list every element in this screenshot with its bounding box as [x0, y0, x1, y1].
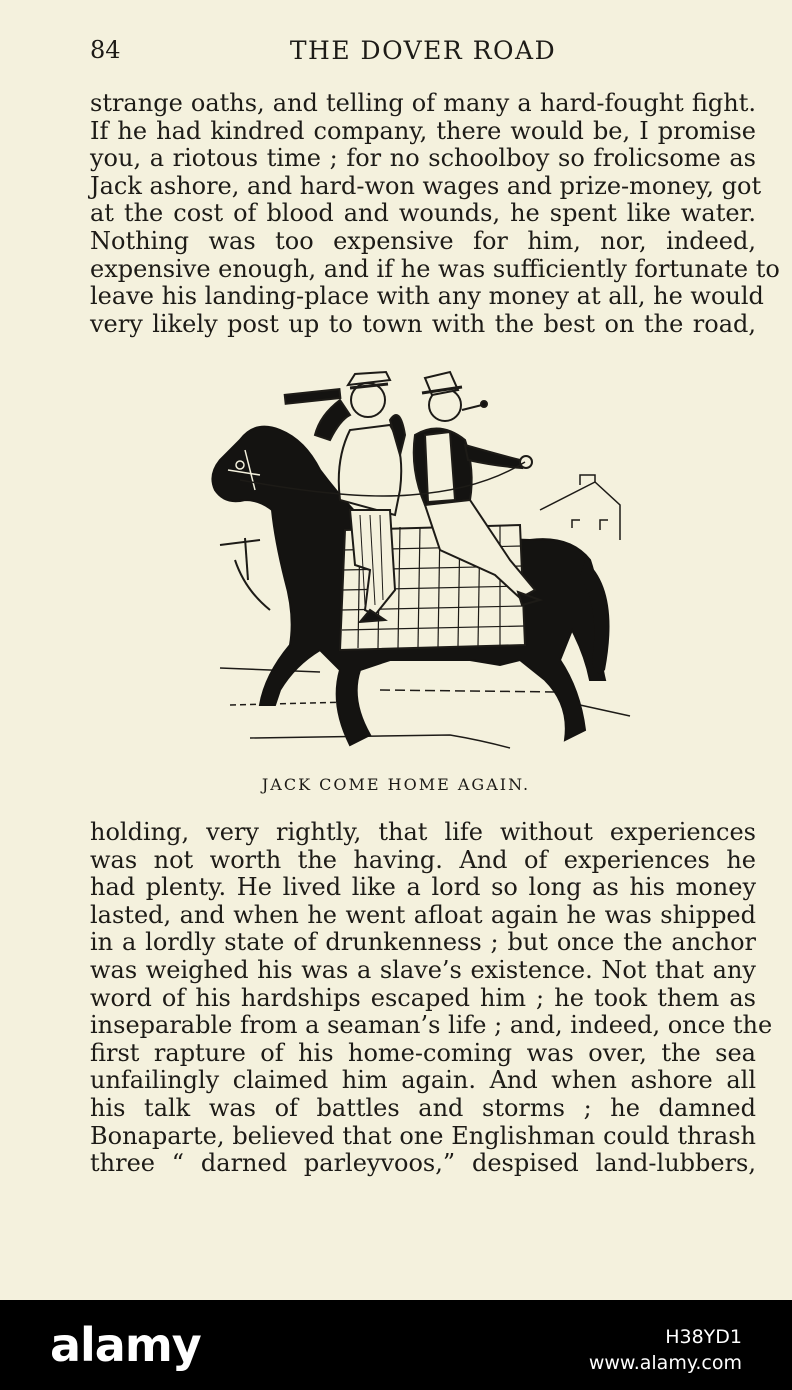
text-line: three “ darned parleyvoos,” despised land-lubbers,	[90, 1149, 756, 1178]
text-line: his talk was of battles and storms ; he damned	[90, 1093, 756, 1122]
paragraph-2	[90, 818, 773, 1178]
illustration-horse-riders	[200, 360, 645, 760]
text-line: Nothing was too expensive for him, nor, indeed,	[90, 226, 756, 255]
watermark-footer	[0, 1300, 792, 1390]
text-line: holding, very rightly, that life without experiences	[90, 818, 756, 846]
site-url: www.alamy.com	[588, 1352, 742, 1374]
text-line: was not worth the having. And of experiences he	[90, 845, 756, 874]
text-line: word of his hardships escaped him ; he took them as	[90, 983, 756, 1012]
text-line: had plenty. He lived like a lord so long as his money	[90, 873, 756, 902]
text-line: very likely post up to town with the best on the road,	[90, 309, 756, 338]
illustration-caption: JACK COME HOME AGAIN.	[261, 775, 531, 794]
text-line: you, a riotous time ; for no schoolboy so frolicsome as	[90, 144, 756, 173]
text-line: in a lordly state of drunkenness ; but once the anchor	[90, 928, 756, 957]
text-line: was weighed his was a slave’s existence. Not that any	[90, 955, 756, 984]
alamy-logo: alamy	[50, 1318, 201, 1372]
page-header	[90, 36, 756, 68]
text-line: lasted, and when he went afloat again he was shipped	[90, 900, 756, 929]
image-id-block	[589, 1324, 742, 1376]
text-line: unfailingly claimed him again. And when ashore all	[90, 1066, 756, 1095]
text-line: at the cost of blood and wounds, he spent like water.	[90, 199, 756, 228]
page-number: 84	[90, 36, 121, 64]
image-id: H38YD1	[665, 1326, 742, 1348]
text-line: strange oaths, and telling of many a hard-fought fight.	[90, 89, 756, 117]
text-line: first rapture of his home-coming was over, the sea	[90, 1038, 756, 1067]
paragraph-1	[90, 89, 780, 338]
text-line: Jack ashore, and hard-won wages and prize-money, got	[90, 171, 762, 200]
text-line: Bonaparte, believed that one Englishman could thrash	[90, 1121, 756, 1150]
text-line: If he had kindred company, there would be, I promise	[90, 116, 756, 145]
text-line: leave his landing-place with any money at all, he would	[90, 282, 764, 311]
text-line: inseparable from a seaman’s life ; and, indeed, once the	[90, 1011, 773, 1040]
text-line: expensive enough, and if he was sufficiently fortunate to	[90, 254, 780, 283]
running-head: THE DOVER ROAD	[289, 36, 557, 65]
